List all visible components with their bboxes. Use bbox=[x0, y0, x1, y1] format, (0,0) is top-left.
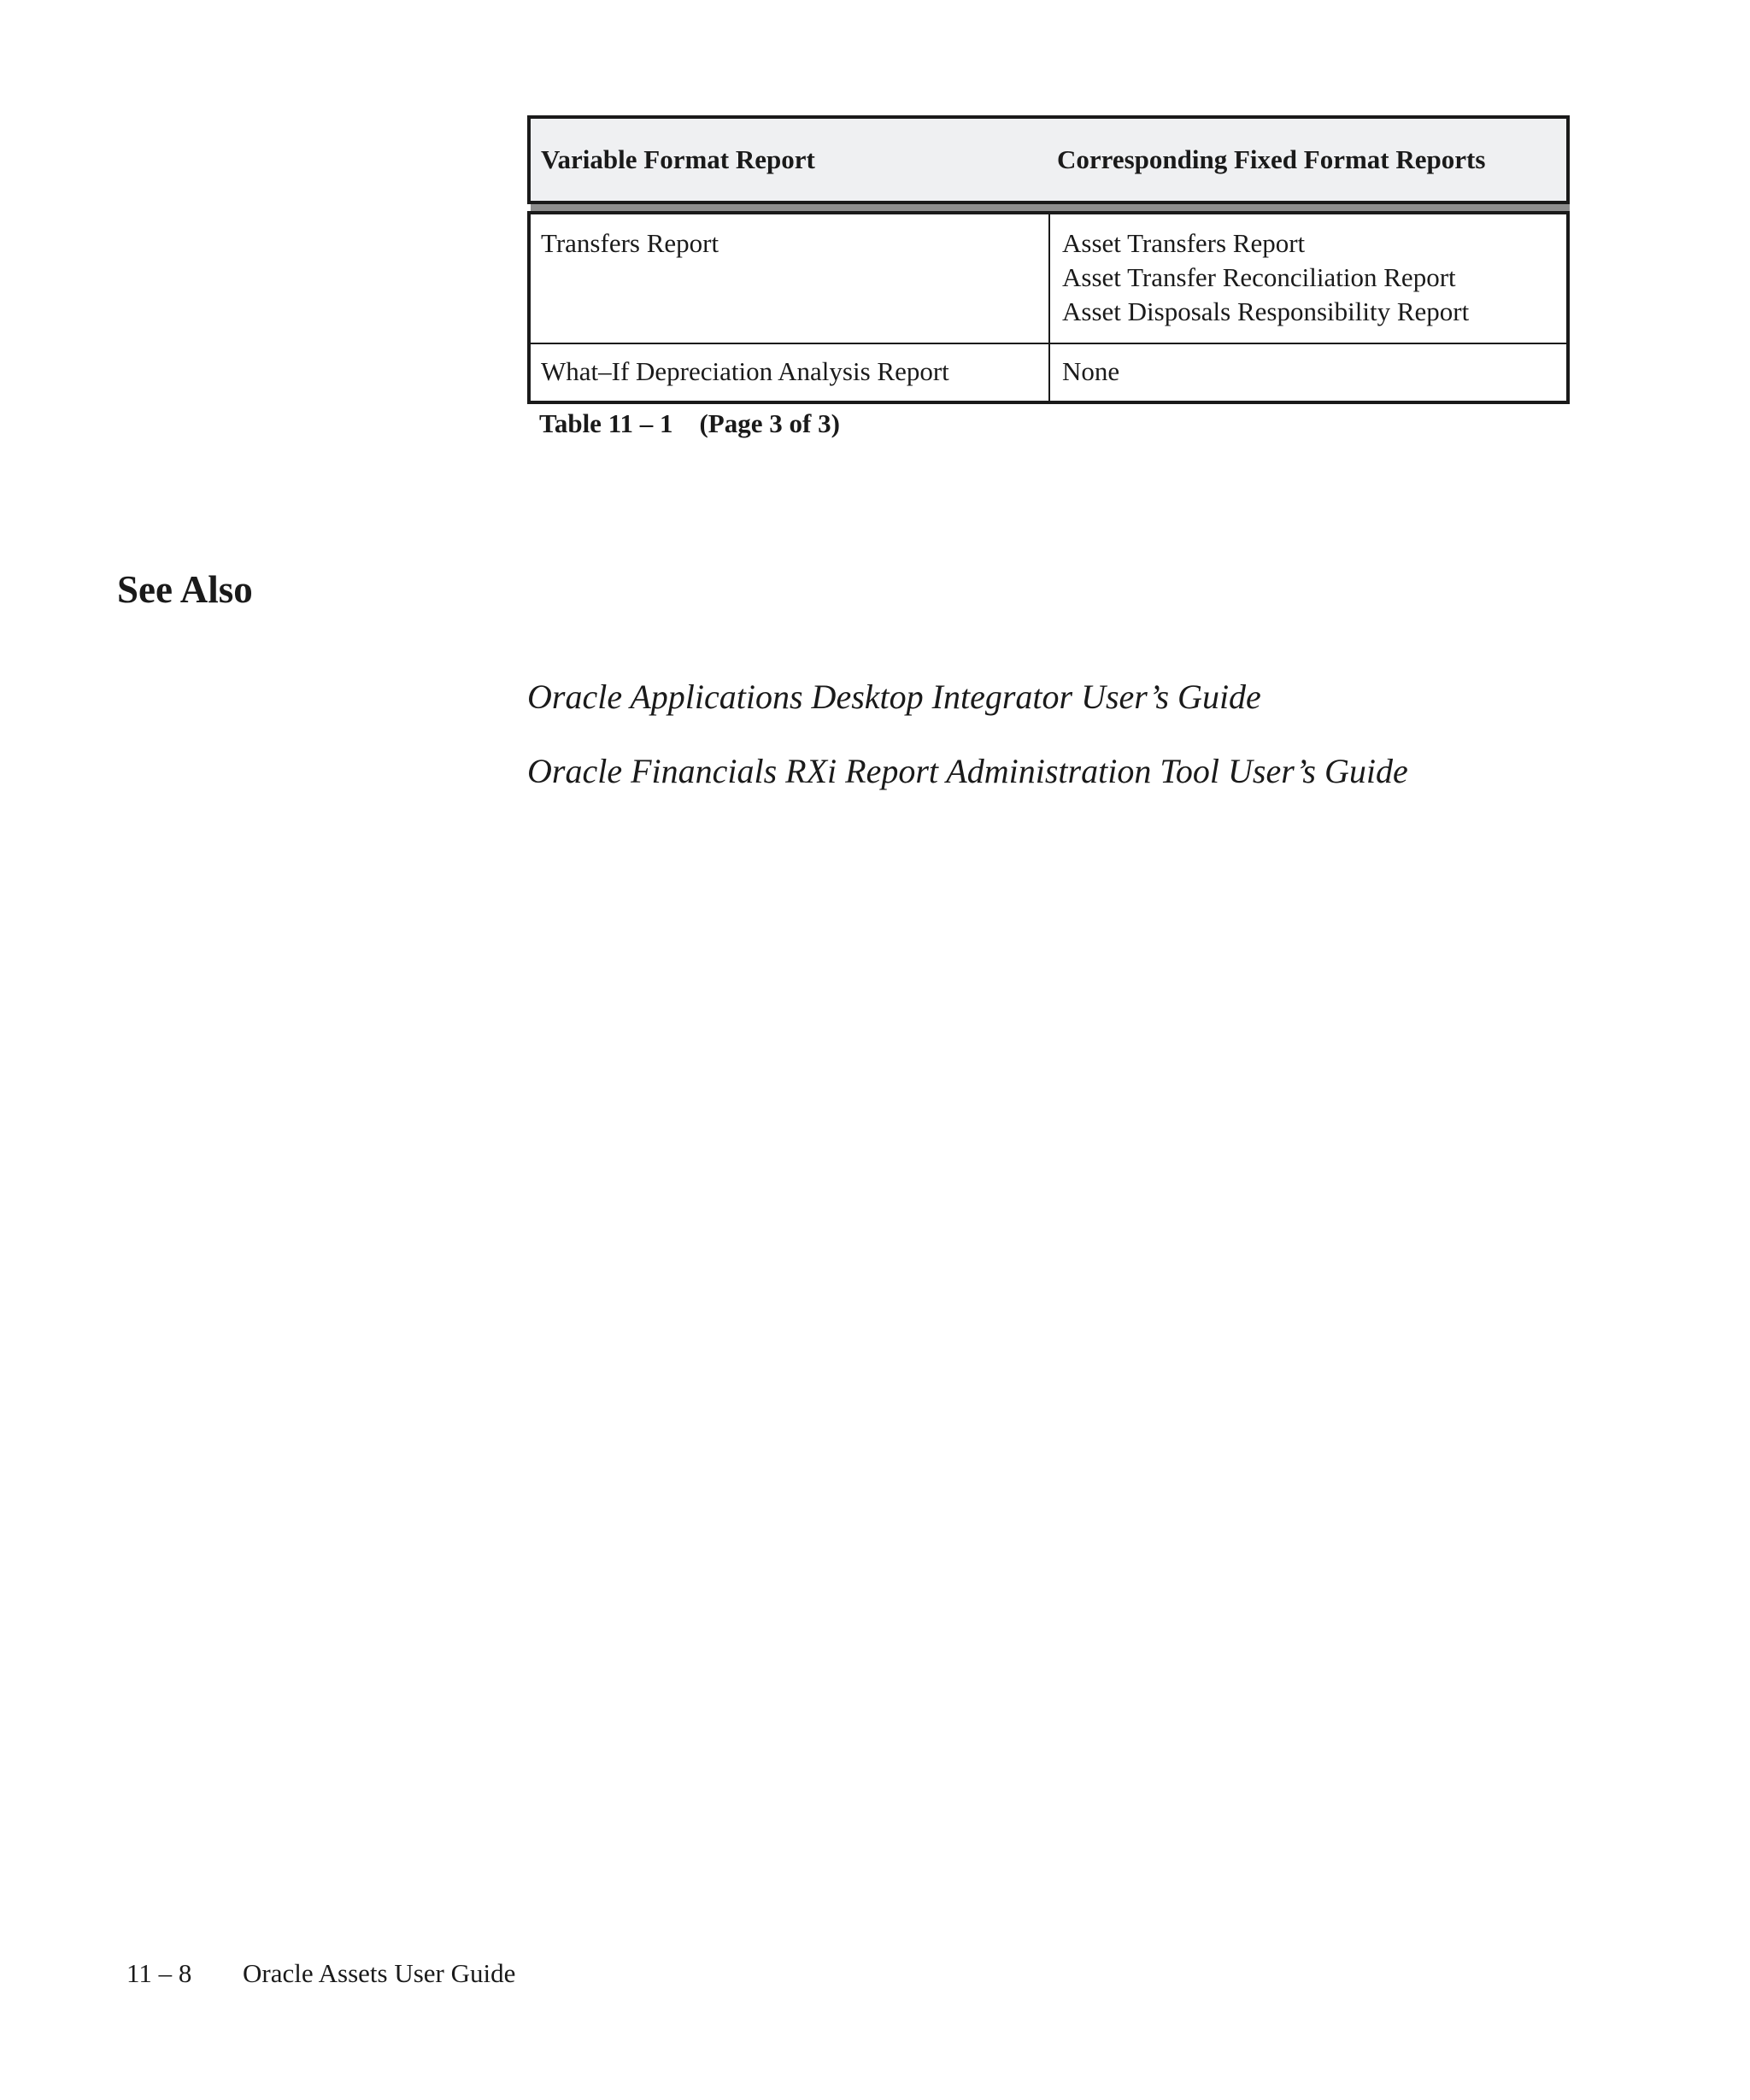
header-shadow-divider bbox=[531, 204, 1570, 211]
fixed-report-name: None bbox=[1062, 356, 1120, 386]
fixed-report-name: Asset Disposals Responsibility Report bbox=[1062, 296, 1470, 326]
see-also-list bbox=[527, 675, 1408, 824]
fixed-report-name: Asset Transfer Reconciliation Report bbox=[1062, 262, 1456, 292]
book-title: Oracle Assets User Guide bbox=[243, 1958, 516, 1988]
table-row bbox=[531, 214, 1566, 343]
see-also-heading: See Also bbox=[117, 568, 253, 611]
fixed-reports-cell bbox=[1050, 214, 1566, 343]
fixed-report-name: Asset Transfers Report bbox=[1062, 228, 1306, 258]
table-caption: Table 11 – 1 (Page 3 of 3) bbox=[539, 408, 840, 438]
table-body bbox=[527, 211, 1570, 404]
table-header-row bbox=[527, 115, 1570, 204]
column-header-variable-format: Variable Format Report bbox=[541, 144, 815, 174]
column-header-fixed-format: Corresponding Fixed Format Reports bbox=[1057, 144, 1486, 174]
page-footer bbox=[126, 1956, 515, 1991]
page-number: 11 – 8 bbox=[126, 1958, 192, 1988]
see-also-reference: Oracle Applications Desktop Integrator User’s Guide bbox=[527, 678, 1261, 716]
see-also-reference: Oracle Financials RXi Report Administration Tool User’s Guide bbox=[527, 752, 1408, 790]
table-row bbox=[531, 343, 1566, 401]
report-mapping-table bbox=[527, 115, 1570, 404]
variable-report-cell: What–If Depreciation Analysis Report bbox=[531, 344, 1050, 401]
fixed-reports-cell bbox=[1050, 344, 1566, 401]
variable-report-cell: Transfers Report bbox=[531, 214, 1050, 343]
